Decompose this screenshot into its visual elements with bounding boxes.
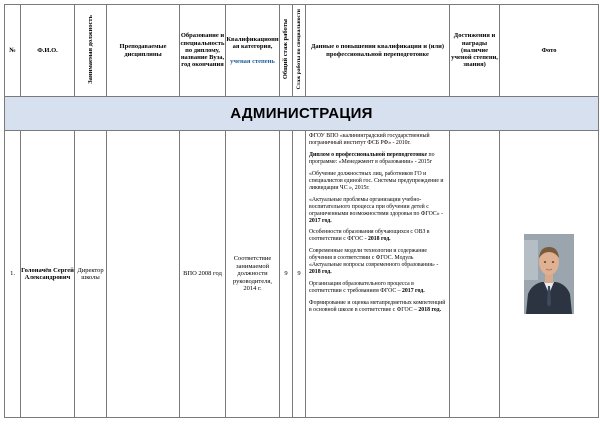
training-diploma-label: Диплом о профессиональной переподготовке — [309, 151, 428, 158]
row-photo — [500, 131, 599, 418]
training-diploma-text: по программе: «Менеджмент в образовании» - 2015г — [309, 151, 435, 165]
section-title: АДМИНИСТРАЦИЯ — [5, 97, 599, 131]
header-qualification — [226, 5, 280, 97]
header-spec-stage — [293, 5, 306, 97]
training-entry — [309, 300, 446, 314]
header-awards: Достижения и награды (наличие ученой степени, звания) — [450, 5, 500, 97]
row-total-stage: 9 — [280, 131, 293, 418]
header-photo: Фото — [500, 5, 599, 97]
training-year: 2018 год. — [418, 307, 442, 314]
row-position: Директор школы — [75, 131, 107, 418]
header-total-stage-text: Общий стаж работы — [282, 19, 290, 80]
training-text: Особенности образования обучающихся с ОВЗ в соответствии с ФГОС - — [309, 229, 430, 243]
training-year: 2018 год. — [367, 236, 391, 243]
training-text: Формирование и оценка метапредметных компетенций в основной школе в соответствие с ФГОС – — [309, 300, 446, 314]
header-num: № — [5, 5, 21, 97]
training-entry — [309, 197, 446, 225]
row-disciplines — [107, 131, 180, 418]
row-qualification: Соответствие занимаемой должности руководителя, 2014 г. — [226, 131, 280, 418]
header-qualification-text: Квалификационная категория, — [226, 35, 279, 50]
training-entry — [309, 152, 446, 166]
header-spec-stage-text: Стаж работы по специальности — [295, 9, 302, 90]
training-year: 2017 год. — [402, 288, 425, 295]
header-training: Данные о повышении квалификации и (или) профессиональной переподготовке — [306, 5, 450, 97]
header-fio: Ф.И.О. — [21, 5, 75, 97]
header-education: Образование и специальность по диплому, название Вуза, год окончания — [180, 5, 226, 97]
training-text: Современные модели технологии и содержание обучения в соответствии с ФГОС. Модуль «Актуальные вопросы современного образования» - — [309, 248, 439, 269]
training-year: 2018 год. — [309, 269, 332, 276]
table-header-row — [5, 5, 599, 97]
training-entry — [309, 229, 446, 243]
header-degree-text: ученая степень — [230, 58, 275, 66]
training-entry: ФГОУ ВПО «калининградский государственный пограничный институт ФСБ РФ» - 2010г. — [309, 133, 430, 146]
training-year: 2017 год. — [309, 217, 332, 224]
staff-table — [4, 4, 599, 418]
row-num: 1. — [5, 131, 21, 418]
row-training — [306, 131, 450, 418]
training-text: Организация образовательного процесса в соответствии с требованием ФГОС – — [309, 281, 414, 295]
row-education: ВПО 2008 год — [180, 131, 226, 418]
row-name: Голоначёв Сергей Александрович — [21, 131, 75, 418]
person-photo-icon — [524, 234, 574, 314]
table-row — [5, 131, 599, 418]
training-entry — [309, 248, 446, 276]
training-text: «Актуальные проблемы организации учебно-воспитательного процесса при обучении детей с ограниченными возможностями здоровья по ФГОС» - — [309, 196, 444, 217]
row-spec-stage: 9 — [293, 131, 306, 418]
training-entry: «Обучение должностных лиц, работников ГО и специалистов единой гос. Системы предупреждение и ликвидации ЧС », 2015г. — [309, 170, 444, 191]
row-awards — [450, 131, 500, 418]
header-disciplines: Преподаваемые дисциплины — [107, 5, 180, 97]
header-position — [75, 5, 107, 97]
header-position-text: Занимаемая должность — [86, 14, 94, 84]
header-total-stage — [280, 5, 293, 97]
training-entry — [309, 281, 446, 295]
section-row — [5, 97, 599, 131]
